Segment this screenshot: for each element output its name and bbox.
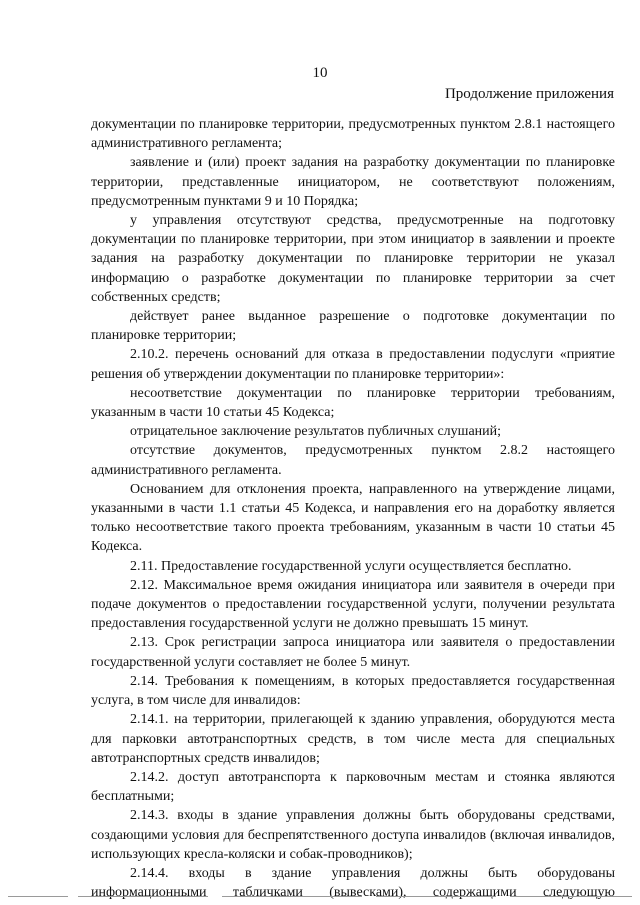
footer-rule bbox=[78, 896, 208, 897]
footer-rule bbox=[376, 896, 496, 897]
paragraph: несоответствие документации по планировке территории требованиям, указанным в части 10 статьи 45 Кодекса; bbox=[91, 385, 615, 421]
body-text bbox=[91, 115, 615, 902]
paragraph: заявление и (или) проект задания на разработку документации по планировке территории, представленные инициатором, не соответствуют положениям, предусмотренным пунктами 9 и 10 Порядка; bbox=[91, 155, 615, 209]
paragraph: 2.14.3. входы в здание управления должны быть оборудованы средствами, создающими условия для беспрепятственного доступа инвалидов (включая инвалидов, использующих кресла-коляски и собак-проводников); bbox=[91, 808, 615, 862]
paragraph: отрицательное заключение результатов публичных слушаний; bbox=[130, 424, 502, 440]
footer-rule bbox=[8, 896, 68, 897]
paragraph: документации по планировке территории, предусмотренных пунктом 2.8.1 настоящего административного регламента; bbox=[91, 117, 615, 152]
paragraph: отсутствие документов, предусмотренных пунктом 2.8.2 настоящего административного регламента. bbox=[91, 443, 615, 478]
paragraph: 2.12. Максимальное время ожидания инициатора или заявителя в очереди при подаче документов о предоставлении государственной услуги, получении результата предоставления государственной услуги не должно превышать 15 минут. bbox=[91, 577, 615, 632]
paragraph: 2.13. Срок регистрации запроса инициатора или заявителя о предоставлении государственной услуги составляет не более 5 минут. bbox=[91, 635, 615, 670]
paragraph: Основанием для отклонения проекта, направленного на утверждение лицами, указанными в части 1.1 статьи 45 Кодекса, и направления его на доработку является только несоответствие такого проекта требованиям, указанным в части 10 статьи 45 Кодекса. bbox=[91, 481, 615, 555]
paragraph: 2.14.2. доступ автотранспорта к парковочным местам и стоянка являются бесплатными; bbox=[91, 769, 615, 805]
page-number: 10 bbox=[312, 65, 328, 81]
continuation-note: Продолжение приложения bbox=[444, 86, 614, 102]
paragraph: 2.10.2. перечень оснований для отказа в предоставлении подуслуги «приятие решения об утверждении документации по планировке территории»: bbox=[91, 347, 615, 382]
footer-rule bbox=[222, 896, 362, 897]
paragraph: 2.11. Предоставление государственной услуги осуществляется бесплатно. bbox=[130, 558, 572, 574]
paragraph: 2.14.4. входы в здание управления должны быть оборудованы информационными табличками (вывесками), содержащими следующую bbox=[91, 865, 615, 901]
paragraph: у управления отсутствуют средства, предусмотренные на подготовку документации по планировке территории, при этом инициатор в заявлении и проекте задания на разработку документации по планировке территории не указал информацию о разработке документации по планировке территории за счет собственных средств; bbox=[91, 213, 615, 305]
paragraph: действует ранее выданное разрешение о подготовке документации по планировке территории; bbox=[91, 309, 615, 344]
footer-rule bbox=[510, 896, 632, 897]
paragraph: 2.14.1. на территории, прилегающей к зданию управления, оборудуются места для парковки автотранспортных средств, в том числе места для специальных автотранспортных средств инвалидов; bbox=[91, 712, 615, 766]
paragraph: 2.14. Требования к помещениям, в которых предоставляется государственная услуга, в том числе для инвалидов: bbox=[91, 673, 615, 709]
